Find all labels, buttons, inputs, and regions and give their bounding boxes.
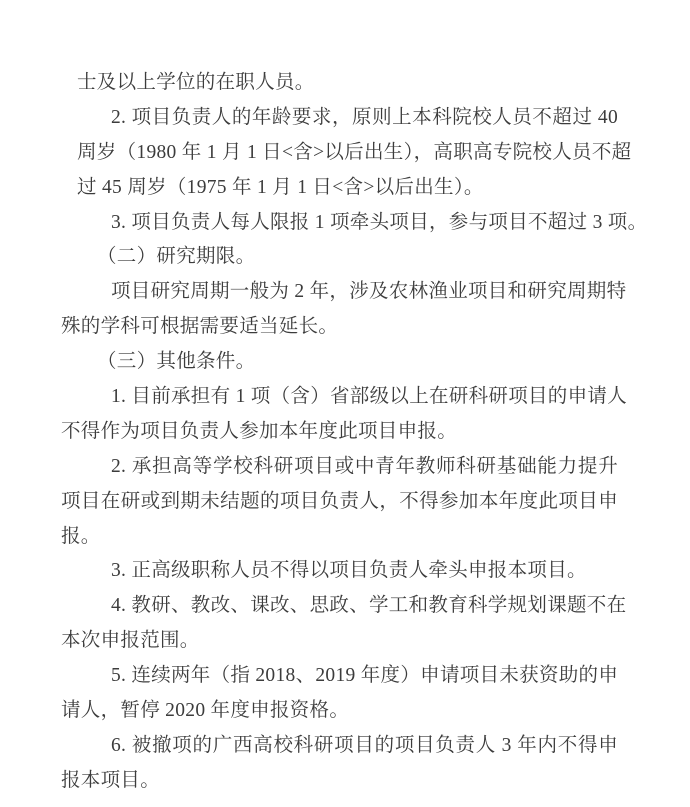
text-line: 周岁（1980 年 1 月 1 日<含>以后出生），高职高专院校人员不超	[77, 141, 632, 163]
text-line: 2. 项目负责人的年龄要求，原则上本科院校人员不超过 40	[111, 106, 618, 128]
text-line: 报本项目。	[61, 769, 161, 791]
text-line: 本次申报范围。	[61, 630, 200, 652]
text-line: 1. 目前承担有 1 项（含）省部级以上在研科研项目的申请人	[111, 386, 627, 408]
text-line: 过 45 周岁（1975 年 1 月 1 日<含>以后出生）。	[77, 176, 484, 198]
text-line: 项目研究周期一般为 2 年，涉及农林渔业项目和研究周期特	[111, 281, 627, 303]
text-line: 3. 正高级职称人员不得以项目负责人牵头申报本项目。	[111, 560, 587, 582]
text-line: 殊的学科可根据需要适当延长。	[61, 316, 339, 338]
section-heading-line: （二）研究期限。	[97, 246, 256, 268]
text-line: 6. 被撤项的广西高校科研项目的项目负责人 3 年内不得申	[111, 734, 618, 756]
text-line: 报。	[61, 525, 101, 547]
document-text-block	[61, 66, 648, 799]
text-line: 项目在研或到期未结题的项目负责人，不得参加本年度此项目申	[61, 490, 618, 512]
text-line: 5. 连续两年（指 2018、2019 年度）申请项目未获资助的申	[111, 665, 619, 687]
text-line: 请人，暂停 2020 年度申报资格。	[61, 700, 350, 722]
text-line: 士及以上学位的在职人员。	[77, 72, 315, 93]
section-heading-line: （三）其他条件。	[97, 351, 256, 373]
text-line: 3. 项目负责人每人限报 1 项牵头项目，参与项目不超过 3 项。	[111, 211, 648, 233]
text-line: 不得作为项目负责人参加本年度此项目申报。	[61, 420, 458, 442]
text-line: 4. 教研、教改、课改、思政、学工和教育科学规划课题不在	[111, 595, 627, 617]
text-line: 2. 承担高等学校科研项目或中青年教师科研基础能力提升	[111, 455, 618, 477]
